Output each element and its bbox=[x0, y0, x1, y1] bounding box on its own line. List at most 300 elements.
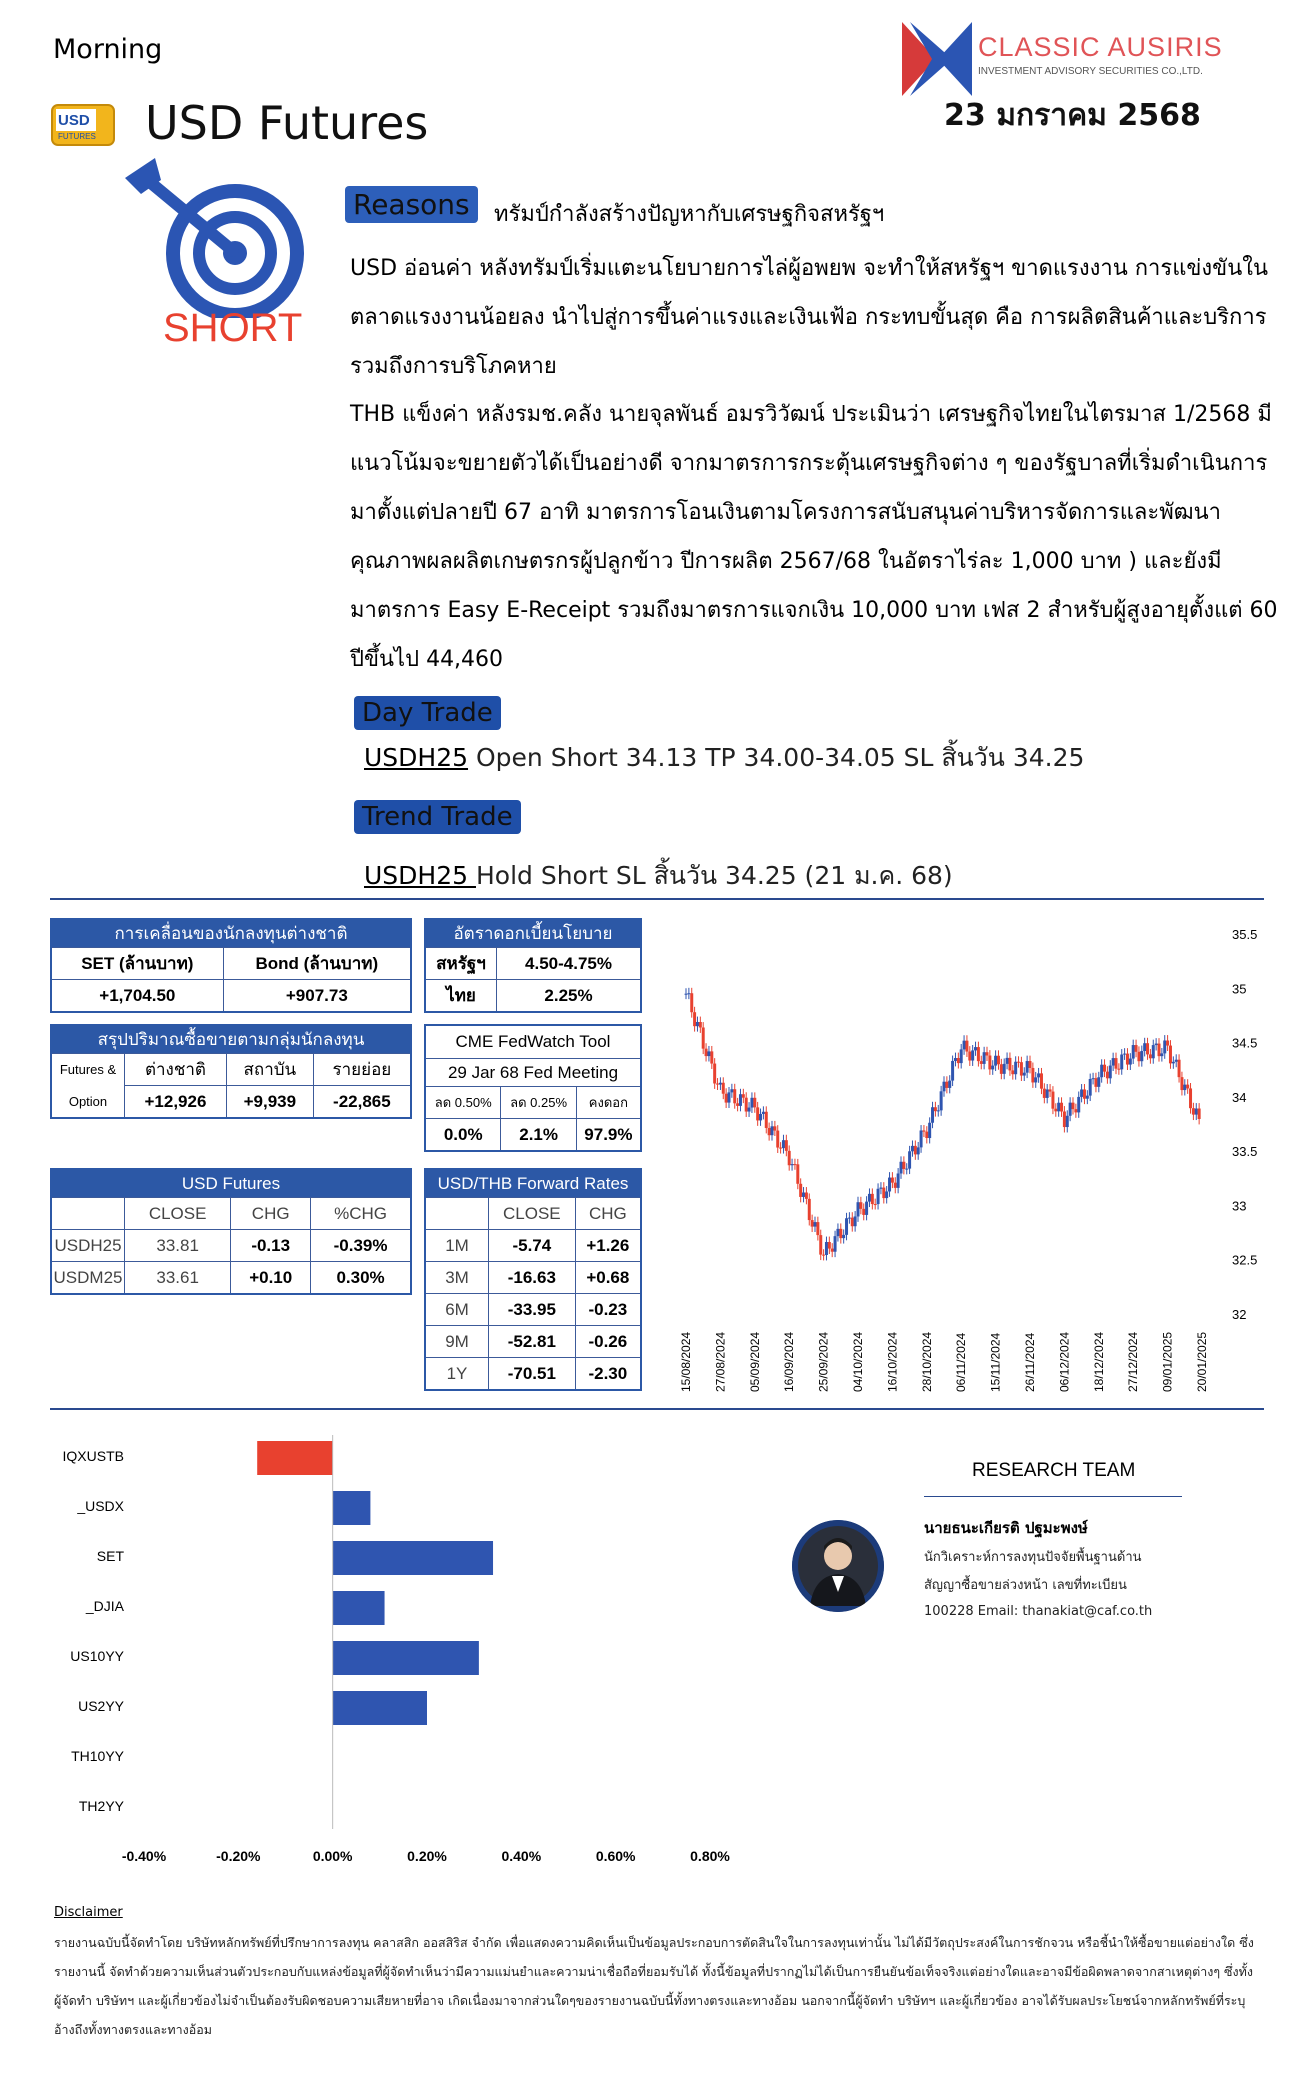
divider bbox=[50, 898, 1264, 900]
candle bbox=[710, 1051, 713, 1063]
thb-paragraph: THB แข็งค่า หลังรมช.คลัง นายจุลพันธ์ อมรวิวัฒน์ ประเมินว่า เศรษฐกิจไทยในไตรมาส 1/2568 มีแนวโน้มจะขยายตัวได้เป็นอย่างดี จากมาตรการกระตุ้นเศรษฐกิจต่าง ๆ ของรัฐบาลที่เริ่มดำเนินการมาตั้งแต่ปลายปี 67 อาทิ มาตรการโอนเงินตามโครงการสนับสนุนค่าบริหารจัดการและพัฒนาคุณภาพผลผลิตเกษตรกรผู้ปลูกข้าว ปีการผลิต 2567/68 ในอัตราไร่ละ 1,000 บาท ) และยังมีมาตรการ Easy E-Receipt รวมถึงมาตรการแจกเงิน 10,000 บาท เฟส 2 สำหรับผู้สูงอายุตั้งแต่ 60 ปีขึ้นไป 44,460 bbox=[350, 402, 1278, 672]
policy-rate-title: อัตราดอกเบี้ยนโยบาย bbox=[425, 919, 641, 948]
hold-header: คงดอก bbox=[576, 1087, 641, 1119]
row-label-1: Futures & bbox=[51, 1054, 125, 1086]
candle bbox=[888, 1178, 891, 1192]
candle bbox=[1152, 1045, 1155, 1058]
x-tick-label: 0.80% bbox=[690, 1848, 730, 1864]
candle bbox=[1023, 1073, 1026, 1076]
candle bbox=[762, 1112, 765, 1114]
x-tick-label: 0.00% bbox=[312, 1848, 353, 1864]
candle bbox=[1126, 1054, 1129, 1065]
candle bbox=[1094, 1078, 1097, 1087]
asset-change-chart bbox=[40, 1425, 740, 1895]
candle bbox=[1189, 1088, 1192, 1108]
close-header: CLOSE bbox=[125, 1198, 231, 1230]
candle bbox=[1166, 1041, 1169, 1046]
candle bbox=[977, 1047, 980, 1061]
day-trade-text bbox=[364, 738, 1084, 778]
target-icon bbox=[125, 158, 313, 318]
x-tick-label: 0.60% bbox=[595, 1848, 636, 1864]
candle bbox=[728, 1092, 731, 1102]
candle bbox=[948, 1081, 951, 1088]
candle bbox=[963, 1041, 966, 1050]
x-tick-label: 0.40% bbox=[501, 1848, 542, 1864]
brand-name: CLASSIC AUSIRIS bbox=[978, 32, 1223, 62]
cut-25-value: 2.1% bbox=[501, 1119, 576, 1152]
candle bbox=[699, 1022, 702, 1027]
candle bbox=[934, 1107, 937, 1111]
set-value: +1,704.50 bbox=[51, 980, 223, 1013]
candle bbox=[908, 1151, 911, 1168]
candle bbox=[1100, 1065, 1103, 1078]
candle bbox=[825, 1242, 828, 1255]
x-tick-label: 09/01/2025 bbox=[1160, 1331, 1175, 1392]
svg-text:FUTURES: FUTURES bbox=[58, 132, 96, 141]
tenor: 6M bbox=[425, 1294, 489, 1326]
candle bbox=[968, 1052, 971, 1061]
chg-header: CHG bbox=[231, 1198, 311, 1230]
x-tick-label: -0.20% bbox=[216, 1848, 261, 1864]
candle bbox=[920, 1130, 923, 1147]
hold-value: 97.9% bbox=[576, 1119, 641, 1152]
blank-header bbox=[425, 1198, 489, 1230]
candle bbox=[1066, 1116, 1069, 1127]
candle bbox=[1020, 1062, 1023, 1075]
candle bbox=[862, 1209, 865, 1215]
candle bbox=[1155, 1044, 1158, 1046]
cut-50-header: ลด 0.50% bbox=[425, 1087, 501, 1119]
candle bbox=[750, 1098, 753, 1108]
candle bbox=[822, 1255, 825, 1256]
candle bbox=[1175, 1060, 1178, 1062]
candle bbox=[1186, 1085, 1189, 1089]
close: -33.95 bbox=[489, 1294, 576, 1326]
candle bbox=[986, 1052, 989, 1055]
candle bbox=[1097, 1077, 1100, 1087]
candle bbox=[894, 1183, 897, 1188]
category-label: _USDX bbox=[77, 1498, 124, 1514]
x-tick-label: 25/09/2024 bbox=[816, 1331, 831, 1392]
x-tick-label: 16/10/2024 bbox=[885, 1331, 900, 1392]
candle bbox=[730, 1089, 733, 1092]
candle bbox=[931, 1107, 934, 1123]
candle bbox=[945, 1082, 948, 1088]
candle bbox=[690, 993, 693, 1012]
candle bbox=[1046, 1089, 1049, 1097]
x-tick-label: 26/11/2024 bbox=[1023, 1332, 1037, 1392]
candle bbox=[871, 1194, 874, 1204]
tenor: 1M bbox=[425, 1230, 489, 1262]
candle bbox=[859, 1202, 862, 1209]
candle bbox=[1103, 1065, 1106, 1072]
close: -16.63 bbox=[489, 1262, 576, 1294]
candle bbox=[1000, 1064, 1003, 1074]
fedwatch-title: CME FedWatch Tool bbox=[425, 1025, 641, 1059]
candle bbox=[1054, 1109, 1057, 1112]
candle bbox=[1031, 1068, 1034, 1082]
chg: -0.26 bbox=[575, 1326, 641, 1358]
candle bbox=[960, 1049, 963, 1063]
tenor: 1Y bbox=[425, 1358, 489, 1391]
candle bbox=[788, 1151, 791, 1165]
th-rate: 2.25% bbox=[497, 980, 642, 1013]
category-label: IQXUSTB bbox=[62, 1448, 124, 1464]
foreign-value: +12,926 bbox=[125, 1086, 227, 1119]
y-tick-label: 33.5 bbox=[1232, 1144, 1258, 1160]
category-label: _DJIA bbox=[85, 1598, 124, 1614]
cut-25-header: ลด 0.25% bbox=[501, 1087, 576, 1119]
table-row bbox=[51, 1230, 411, 1262]
candle bbox=[905, 1169, 908, 1170]
x-tick-label: 06/11/2024 bbox=[954, 1332, 969, 1392]
bar bbox=[333, 1491, 371, 1525]
x-tick-label: 15/11/2024 bbox=[988, 1332, 1003, 1392]
candle bbox=[885, 1191, 888, 1198]
usd-futures-title: USD Futures bbox=[51, 1169, 411, 1198]
candle bbox=[1057, 1103, 1060, 1112]
candle bbox=[1129, 1059, 1132, 1065]
candle bbox=[1195, 1109, 1198, 1115]
candle bbox=[1198, 1109, 1201, 1119]
candle bbox=[965, 1041, 968, 1052]
chg: +1.26 bbox=[575, 1230, 641, 1262]
candle bbox=[1135, 1045, 1138, 1052]
candle bbox=[753, 1098, 756, 1108]
y-tick-label: 32.5 bbox=[1232, 1252, 1258, 1268]
retail-header: รายย่อย bbox=[313, 1054, 411, 1086]
candle bbox=[816, 1222, 819, 1235]
tenor: 9M bbox=[425, 1326, 489, 1358]
bond-value: +907.73 bbox=[223, 980, 411, 1013]
candle bbox=[1043, 1089, 1046, 1098]
candle bbox=[819, 1235, 822, 1255]
y-tick-label: 35 bbox=[1232, 981, 1247, 997]
x-tick-label: 20/01/2025 bbox=[1195, 1331, 1209, 1392]
divider bbox=[50, 1408, 1264, 1410]
candle bbox=[793, 1164, 796, 1165]
bar bbox=[333, 1691, 427, 1725]
y-tick-label: 34 bbox=[1232, 1089, 1247, 1105]
candle bbox=[696, 1022, 699, 1026]
trend-trade-symbol: USDH25 bbox=[364, 861, 476, 890]
category-label: SET bbox=[96, 1548, 124, 1564]
category-label: TH2YY bbox=[78, 1798, 124, 1814]
chg: -0.23 bbox=[575, 1294, 641, 1326]
usd-futures-logo bbox=[50, 103, 116, 147]
candle bbox=[773, 1126, 776, 1130]
analyst-email: 100228 Email: thanakiat@caf.co.th bbox=[924, 1604, 1153, 1619]
candle bbox=[1117, 1069, 1120, 1070]
candle bbox=[839, 1229, 842, 1238]
edition-label: Morning bbox=[53, 34, 163, 65]
x-tick-label: 27/08/2024 bbox=[713, 1331, 728, 1392]
candle bbox=[782, 1140, 785, 1148]
candle bbox=[1049, 1089, 1052, 1091]
candle bbox=[1080, 1089, 1083, 1096]
close: -70.51 bbox=[489, 1358, 576, 1391]
candle bbox=[851, 1218, 854, 1227]
candle bbox=[1017, 1062, 1020, 1063]
y-tick-label: 34.5 bbox=[1232, 1035, 1258, 1051]
candle bbox=[1109, 1066, 1112, 1079]
candle bbox=[1063, 1111, 1066, 1127]
candle bbox=[845, 1218, 848, 1235]
candle bbox=[842, 1235, 845, 1238]
x-tick-label: 28/10/2024 bbox=[919, 1331, 934, 1392]
candle bbox=[1037, 1073, 1040, 1077]
investor-group-table bbox=[50, 1024, 412, 1119]
x-tick-label: 16/09/2024 bbox=[782, 1331, 797, 1392]
candle bbox=[748, 1108, 751, 1112]
usd-paragraph: USD อ่อนค่า หลังทรัมป์เริ่มแตะนโยบายการไล่ผู้อพยพ จะทำให้สหรัฐฯ ขาดแรงงาน การแข่งขันในตลาดแรงงานน้อยลง นำไปสู่การขึ้นค่าแรงและเงินเฟ้อ กระทบขั้นสุด คือ การผลิตสินค้าและบริการ รวมถึงการบริโภคหาย bbox=[350, 256, 1269, 379]
candle bbox=[877, 1189, 880, 1204]
candle bbox=[834, 1236, 837, 1252]
close: -52.81 bbox=[489, 1326, 576, 1358]
candle bbox=[914, 1146, 917, 1155]
candle bbox=[1106, 1072, 1109, 1079]
reasons-label: Reasons bbox=[345, 186, 478, 223]
candle bbox=[796, 1164, 799, 1183]
pctchg-header: %CHG bbox=[311, 1198, 411, 1230]
candle bbox=[791, 1164, 794, 1165]
chg: +0.10 bbox=[231, 1262, 311, 1295]
candle bbox=[1169, 1046, 1172, 1064]
candle bbox=[854, 1216, 857, 1226]
candle bbox=[874, 1204, 877, 1205]
close: 33.81 bbox=[125, 1230, 231, 1262]
divider bbox=[924, 1496, 1182, 1497]
candle bbox=[997, 1056, 1000, 1065]
bar bbox=[257, 1441, 332, 1475]
candle bbox=[1040, 1073, 1043, 1088]
candle bbox=[719, 1083, 722, 1085]
usd-price-chart bbox=[672, 910, 1272, 1400]
chg-header: CHG bbox=[575, 1198, 641, 1230]
candle bbox=[725, 1094, 728, 1103]
candle bbox=[882, 1188, 885, 1198]
candle bbox=[785, 1140, 788, 1151]
chg: -0.13 bbox=[231, 1230, 311, 1262]
candle bbox=[779, 1148, 782, 1149]
trend-trade-text bbox=[364, 856, 953, 896]
candle bbox=[1029, 1061, 1032, 1068]
candle bbox=[768, 1128, 771, 1135]
avatar bbox=[792, 1520, 884, 1612]
candle bbox=[799, 1184, 802, 1197]
candle bbox=[1123, 1054, 1126, 1055]
x-tick-label: 15/08/2024 bbox=[679, 1331, 693, 1392]
fedwatch-subtitle: 29 Jar 68 Fed Meeting bbox=[425, 1059, 641, 1087]
x-tick-label: 05/09/2024 bbox=[747, 1331, 762, 1392]
candle bbox=[1092, 1078, 1095, 1079]
candle bbox=[1180, 1077, 1183, 1090]
candle bbox=[925, 1132, 928, 1138]
candle bbox=[1074, 1109, 1077, 1112]
bar bbox=[333, 1641, 479, 1675]
policy-rate-table bbox=[424, 918, 642, 1013]
candle bbox=[994, 1056, 997, 1066]
candle bbox=[733, 1089, 736, 1103]
candle bbox=[1172, 1062, 1175, 1064]
candle bbox=[1008, 1058, 1011, 1071]
candle bbox=[848, 1218, 851, 1219]
candle bbox=[1178, 1060, 1181, 1077]
candle bbox=[1158, 1044, 1161, 1057]
candle bbox=[722, 1083, 725, 1094]
brand-subtitle: INVESTMENT ADVISORY SECURITIES CO.,LTD. bbox=[978, 66, 1203, 77]
category-label: US2YY bbox=[78, 1698, 124, 1714]
analyst-name: นายธนะเกียรติ ปฐมะพงษ์ bbox=[924, 1519, 1088, 1537]
close-header: CLOSE bbox=[489, 1198, 576, 1230]
candle bbox=[1146, 1043, 1149, 1054]
x-tick-label: 06/12/2024 bbox=[1057, 1331, 1072, 1392]
candle bbox=[693, 1012, 696, 1026]
candle bbox=[1140, 1051, 1143, 1061]
candle bbox=[739, 1094, 742, 1106]
candle bbox=[759, 1114, 762, 1120]
table-row bbox=[425, 1294, 641, 1326]
candle bbox=[868, 1194, 871, 1202]
candle bbox=[911, 1146, 914, 1151]
institution-header: สถาบัน bbox=[226, 1054, 313, 1086]
category-label: US10YY bbox=[70, 1648, 124, 1664]
candle bbox=[865, 1202, 868, 1215]
candle bbox=[857, 1202, 860, 1216]
foreign-flow-table bbox=[50, 918, 412, 1013]
candle bbox=[1006, 1058, 1009, 1064]
candle bbox=[745, 1098, 748, 1112]
candle bbox=[1160, 1053, 1163, 1056]
us-rate: 4.50-4.75% bbox=[497, 948, 642, 980]
usd-futures-table bbox=[50, 1168, 412, 1295]
candle bbox=[1083, 1089, 1086, 1098]
candle bbox=[922, 1130, 925, 1131]
candle bbox=[1163, 1041, 1166, 1054]
candle bbox=[897, 1173, 900, 1187]
reasons-title: ทรัมป์กำลังสร้างปัญหากับเศรษฐกิจสหรัฐฯ bbox=[494, 202, 885, 227]
candle bbox=[879, 1188, 882, 1189]
candle bbox=[943, 1082, 946, 1092]
candle bbox=[1060, 1103, 1063, 1112]
candle bbox=[685, 994, 688, 995]
us-label: สหรัฐฯ bbox=[425, 948, 497, 980]
candle bbox=[891, 1178, 894, 1183]
candle bbox=[1115, 1058, 1118, 1069]
day-trade-label: Day Trade bbox=[354, 696, 501, 730]
candle bbox=[1137, 1052, 1140, 1061]
row-label-2: Option bbox=[51, 1086, 125, 1119]
candle bbox=[756, 1107, 759, 1120]
cut-50-value: 0.0% bbox=[425, 1119, 501, 1152]
candle bbox=[1183, 1085, 1186, 1090]
candle bbox=[900, 1162, 903, 1174]
foreign-flow-title: การเคลื่อนของนักลงทุนต่างชาติ bbox=[51, 919, 411, 948]
x-tick-label: 27/12/2024 bbox=[1126, 1331, 1141, 1392]
set-header: SET (ล้านบาท) bbox=[51, 948, 223, 980]
candle bbox=[776, 1131, 779, 1148]
candle bbox=[1072, 1103, 1075, 1109]
candle bbox=[971, 1050, 974, 1060]
candle bbox=[1192, 1108, 1195, 1114]
forward-rates-title: USD/THB Forward Rates bbox=[425, 1169, 641, 1198]
foreign-header: ต่างชาติ bbox=[125, 1054, 227, 1086]
report-date: 23 มกราคม 2568 bbox=[944, 98, 1201, 133]
candle bbox=[1069, 1103, 1072, 1116]
table-row bbox=[425, 1230, 641, 1262]
candle bbox=[1003, 1064, 1006, 1074]
candle bbox=[1143, 1043, 1146, 1051]
category-label: TH10YY bbox=[71, 1748, 124, 1764]
candle bbox=[940, 1091, 943, 1110]
candle bbox=[1089, 1079, 1092, 1096]
bond-header: Bond (ล้านบาท) bbox=[223, 948, 411, 980]
svg-text:USD: USD bbox=[58, 112, 90, 129]
candle bbox=[902, 1162, 905, 1169]
candle bbox=[1120, 1055, 1123, 1070]
candle bbox=[974, 1047, 977, 1050]
table-row bbox=[425, 1358, 641, 1391]
chg: -2.30 bbox=[575, 1358, 641, 1391]
candle bbox=[836, 1229, 839, 1236]
disclaimer-text: รายงานฉบับนี้จัดทำโดย บริษัทหลักทรัพย์ที่ปรึกษาการลงทุน คลาสสิก ออสสิริส จำกัด เพื่อแสดงความคิดเห็นเป็นข้อมูลประกอบการตัดสินใจในการลงทุนเท่านั้น ไม่ได้มีวัตถุประสงค์ในการชักจวน หรือชี้นำให้ซื้อขายแต่อย่างใด ซึ่งรายงานนี้ จัดทำด้วยความเห็นส่วนตัวประกอบกับแหล่งข้อมูลที่ผู้จัดทำเห็นว่ามีความแม่นยำและความน่าเชื่อถือที่ยอมรับได้ ทั้งนี้ข้อมูลที่ปรากฏไม่ได้เป็นการยืนยันข้อเท็จจริงแต่อย่างใดและอาจมีข้อผิดพลาดจากสาเหตุต่างๆ ซึ่งทั้งผู้จัดทำ บริษัทฯ และผู้เกี่ยวข้องไม่จำเป็นต้องรับผิดชอบความเสียหายที่อาจ เกิดเนื่องมาจากส่วนใดๆของรายงานฉบับนี้ทั้งทางตรงและทางอ้อม นอกจากนี้ผู้จัดทำ บริษัทฯ และผู้เกี่ยวข้อง อาจได้รับผลประโยชน์จากหลักทรัพย์ที่ระบุอ้างถึงทั้งทางตรงและทางอ้อม bbox=[54, 1935, 1254, 2037]
candle bbox=[736, 1103, 739, 1106]
day-trade-detail: Open Short 34.13 TP 34.00-34.05 SL สิ้นวัน 34.25 bbox=[468, 743, 1085, 772]
candle bbox=[771, 1126, 774, 1135]
candle bbox=[917, 1147, 920, 1154]
candle bbox=[702, 1027, 705, 1048]
candle bbox=[957, 1058, 960, 1063]
signal-short: SHORT bbox=[163, 306, 303, 350]
x-tick-label: -0.40% bbox=[121, 1848, 167, 1864]
day-trade-symbol: USDH25 bbox=[364, 743, 469, 772]
candle bbox=[765, 1112, 768, 1128]
candle bbox=[828, 1242, 831, 1249]
candle bbox=[991, 1066, 994, 1070]
close: -5.74 bbox=[489, 1230, 576, 1262]
page-title: USD Futures bbox=[145, 96, 429, 150]
analyst-license: สัญญาซื้อขายล่วงหน้า เลขที่ทะเบียน bbox=[924, 1578, 1127, 1593]
th-label: ไทย bbox=[425, 980, 497, 1013]
candle bbox=[1086, 1096, 1089, 1099]
bar bbox=[333, 1591, 385, 1625]
y-tick-label: 33 bbox=[1232, 1198, 1247, 1214]
blank-header bbox=[51, 1198, 125, 1230]
candle bbox=[831, 1249, 834, 1252]
institution-value: +9,939 bbox=[226, 1086, 313, 1119]
candle bbox=[1051, 1092, 1054, 1109]
forward-rates-table bbox=[424, 1168, 642, 1391]
trend-trade-detail: Hold Short SL สิ้นวัน 34.25 (21 ม.ค. 68) bbox=[475, 861, 953, 890]
candle bbox=[1026, 1061, 1029, 1073]
analyst-role: นักวิเคราะห์การลงทุนปัจจัยพื้นฐานด้าน bbox=[924, 1550, 1142, 1565]
x-tick-label: 04/10/2024 bbox=[851, 1331, 865, 1392]
symbol: USDH25 bbox=[51, 1230, 125, 1262]
candle bbox=[742, 1094, 745, 1097]
tenor: 3M bbox=[425, 1262, 489, 1294]
candle bbox=[716, 1083, 719, 1084]
candle bbox=[980, 1061, 983, 1064]
candle bbox=[1077, 1097, 1080, 1112]
candle bbox=[1149, 1054, 1152, 1058]
candle bbox=[687, 993, 690, 994]
pctchg: 0.30% bbox=[311, 1262, 411, 1295]
candle bbox=[814, 1222, 817, 1226]
retail-value: -22,865 bbox=[313, 1086, 411, 1119]
chg: +0.68 bbox=[575, 1262, 641, 1294]
x-tick-label: 0.20% bbox=[407, 1848, 447, 1864]
close: 33.61 bbox=[125, 1262, 231, 1295]
